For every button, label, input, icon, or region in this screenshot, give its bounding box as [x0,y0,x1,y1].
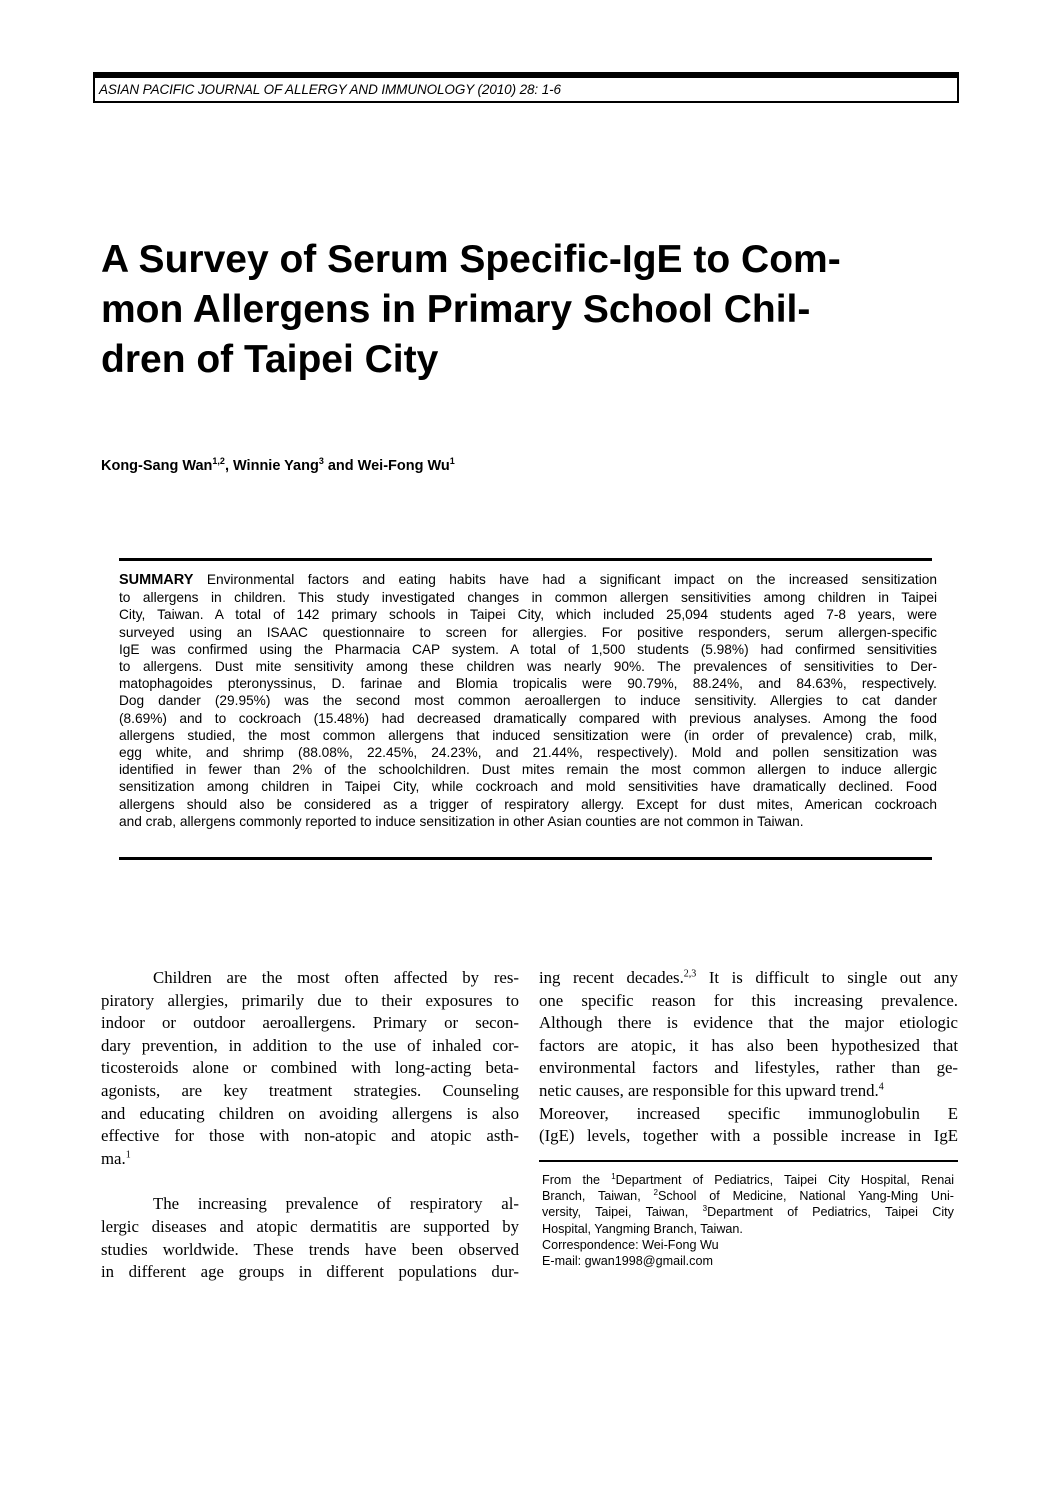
affiliation-mark: 1 [611,1171,616,1181]
summary-top-rule [119,558,932,561]
summary-line: City, Taiwan. A total of 142 primary schools in Taipei City, which included 25,094 students aged 7-8 years, were [119,607,937,623]
author-separator: , [224,457,233,474]
summary-line: allergens should also be considered as a trigger of respiratory allergy. Except for dust mites, American cockroach [119,796,937,812]
summary-text: Environmental factors and eating habits have had a significant impact on the increased sensitization [193,572,937,587]
body-line: lergic diseases and atopic dermatitis are supported by [101,1216,519,1236]
footnote-text: Department of Pediatrics, Taipei City Hospital, Renai [615,1173,954,1187]
body-text: ing recent decades. [539,968,684,987]
footnote-text: versity, Taipei, Taiwan, [542,1205,703,1220]
body-line: (IgE) levels, together with a possible increase in IgE [539,1126,958,1146]
author-separator: and [323,457,358,474]
body-line: Children are the most often affected by res- [153,968,519,987]
abstract-summary [119,571,937,830]
body-line: environmental factors and lifestyles, rather than ge- [539,1058,958,1078]
author-name: Kong-Sang Wan [101,457,213,474]
body-line: effective for those with non-atopic and atopic asth- [101,1126,519,1146]
summary-line: allergens studied, the most common allergens that induced sensitization were (in order of prevalence) crab, milk, [119,727,937,743]
title-line: mon Allergens in Primary School Chil- [101,288,811,331]
footnote-text: School of Medicine, National Yang-Ming Uni- [657,1189,954,1204]
summary-line: surveyed using an ISAAC questionnaire to screen for allergies. For positive responders, serum allergen-specific [119,624,937,640]
body-text: ma. [101,1148,126,1168]
author-affiliation-mark: 3 [318,456,324,466]
body-line [101,1148,519,1171]
body-column-left [101,967,519,1284]
summary-line: (8.69%) and to cockroach (15.48%) had decreased dramatically compared with previous analyses. Among the food [119,710,937,726]
body-line: dary prevention, in addition to the use of inhaled cor- [101,1035,519,1055]
footnote-line [542,1172,954,1188]
journal-header [93,72,959,103]
citation-ref: 1 [125,1149,131,1161]
correspondence-line: Correspondence: Wei-Fong Wu [542,1237,719,1252]
summary-line: to allergens. Dust mite sensitivity among these children was nearly 90%. The prevalences of sensitivities to Der- [119,659,937,675]
body-text: netic causes, are responsible for this upward trend. [539,1080,879,1100]
body-line: agonists, are key treatment strategies. Counseling [101,1080,519,1100]
body-line: Moreover, increased specific immunoglobulin E [539,1103,958,1123]
summary-label: SUMMARY [119,572,194,588]
body-line: in different age groups in different populations dur- [101,1262,519,1282]
summary-line: egg white, and shrimp (88.08%, 22.45%, 24.23%, and 21.44%, respectively). Mold and pollen sensitization was [119,745,937,761]
title-line: A Survey of Serum Specific-IgE to Com- [101,238,841,281]
affiliation-footnote [542,1172,954,1269]
paragraph-gap [101,1170,519,1193]
body-line: The increasing prevalence of respiratory al- [153,1194,519,1214]
summary-line: matophagoides pteronyssinus, D. farinae and Blomia tropicalis were 90.79%, 88.24%, and 84.63%, respectively. [119,676,937,692]
body-line: Although there is evidence that the major etiologic [539,1013,958,1033]
summary-line [119,571,937,589]
body-line [539,967,958,990]
footnote-text: From the [542,1173,612,1187]
footnote-text: Branch, Taiwan, [542,1189,654,1204]
footnote-rule [539,1160,958,1162]
body-line: studies worldwide. These trends have been observed [101,1239,519,1259]
affiliation-mark: 2 [653,1188,658,1198]
author-name: Wei-Fong Wu [357,457,450,474]
summary-bottom-rule [119,857,932,860]
body-line: factors are atopic, it has also been hypothesized that [539,1035,958,1055]
summary-line: and crab, allergens commonly reported to induce sensitization in other Asian counties are not common in Taiwan. [119,813,804,829]
author-list [101,456,455,474]
title-line: dren of Taipei City [101,338,439,381]
author-name: Winnie Yang [233,457,319,474]
email-line: E-mail: gwan1998@gmail.com [542,1254,713,1269]
body-line: and educating children on avoiding allergens is also [101,1103,519,1123]
body-line: piratory allergies, primarily due to their exposures to [101,990,519,1010]
author-affiliation-mark: 1,2 [212,456,225,466]
footnote-line: Hospital, Yangming Branch, Taiwan. [542,1221,743,1236]
footnote-line [542,1188,954,1204]
citation-ref: 2,3 [683,968,697,980]
summary-line: Dog dander (29.95%) was the second most common aeroallergen to induce sensitivity. Allergies to cat dander [119,693,937,709]
summary-line: to allergens in children. This study investigated changes in common allergen sensitivities among children in Taipei [119,590,937,606]
journal-citation: ASIAN PACIFIC JOURNAL OF ALLERGY AND IMMUNOLOGY (2010) 28: 1-6 [99,82,561,97]
summary-line: identified in fewer than 2% of the schoolchildren. Dust mites remain the most common allergen to induce allergic [119,762,937,778]
body-line: indoor or outdoor aeroallergens. Primary or secon- [101,1013,519,1033]
body-line: one specific reason for this increasing prevalence. [539,990,958,1010]
footnote-text: Department of Pediatrics, Taipei City [707,1205,954,1220]
summary-line: sensitization among children in Taipei City, while cockroach and mold sensitivities have dramatically declined. Food [119,779,937,795]
article-title [101,235,961,385]
footnote-line [542,1204,954,1220]
body-column-right [539,967,958,1148]
body-line: ticosteroids alone or combined with long-acting beta- [101,1058,519,1078]
summary-line: IgE was confirmed using the Pharmacia CAP system. A total of 1,500 students (5.98%) had confirmed sensitivities [119,641,937,657]
author-affiliation-mark: 1 [449,456,455,466]
body-line [539,1080,958,1103]
citation-ref: 4 [878,1081,884,1093]
affiliation-mark: 3 [702,1204,708,1214]
body-text: It is difficult to single out any [696,968,959,987]
